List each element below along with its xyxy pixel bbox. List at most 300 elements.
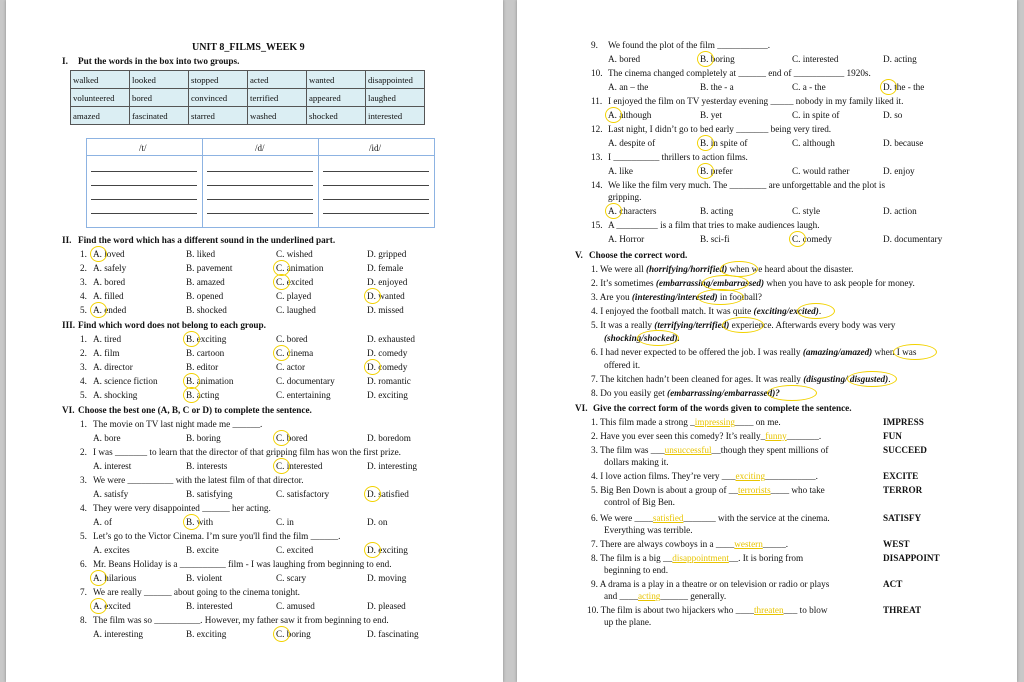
option-a: A. safely [93, 263, 127, 273]
section-2-heading: Find the word which has a different sound in the underlined part. [78, 235, 336, 245]
answer-circle [364, 359, 381, 375]
answer-circle [697, 289, 744, 305]
option-b: B. interests [186, 461, 228, 471]
wordform-7 [591, 539, 788, 550]
option-c: C. although [792, 138, 835, 148]
q-number: 14. [591, 180, 603, 190]
answer-circle [183, 514, 200, 530]
option-d: D. romantic [367, 376, 411, 386]
question-text: They were very disappointed ______ her acting. [93, 503, 271, 513]
root-word: THREAT [883, 605, 922, 615]
answer-circle [273, 430, 290, 446]
option-c: C. satisfactory [276, 489, 330, 499]
q-number: 1. [80, 419, 87, 429]
wordform-2 [591, 431, 821, 442]
text-before: This film made a strong _ [600, 417, 695, 427]
option-d: D. satisfied [367, 489, 409, 499]
option-b: B. boring [700, 54, 735, 64]
option-b: B. cartoon [186, 348, 225, 358]
q-number: 6. [80, 559, 87, 569]
word-cell: amazed [71, 107, 130, 125]
filled-answer: threaten [753, 605, 784, 615]
option-b: B. amazed [186, 277, 225, 287]
option-a: A. excites [93, 545, 130, 555]
sound-groups-table [86, 138, 435, 228]
question-text: Let’s go to the Victor Cinema. I’m sure you'll find the film ______. [93, 531, 341, 541]
sentence-6-cont: offered it. [604, 360, 641, 370]
answer-circle [273, 626, 290, 642]
answer-line [91, 185, 197, 186]
q-number: 2. [591, 278, 598, 288]
option-d: D. on [367, 517, 388, 527]
answer-line [207, 213, 313, 214]
option-d: D. enjoyed [367, 277, 408, 287]
word-cell: disappointed [366, 71, 425, 89]
option-d: D. fascinating [367, 629, 419, 639]
option-d: D. comedy [367, 362, 408, 372]
option-c: C. played [276, 291, 312, 301]
option-b: B. liked [186, 249, 216, 259]
text-after: . [818, 306, 822, 316]
option-a: A. filled [93, 291, 124, 301]
root-word: DISAPPOINT [883, 553, 940, 563]
option-a: A. interest [93, 461, 132, 471]
text-after: ____ on me. [735, 417, 781, 427]
word-choice: (terrifying/terrified) [654, 320, 730, 330]
q-number: 4. [80, 291, 87, 301]
answer-circle [767, 385, 817, 401]
section-1-number: I. [62, 56, 68, 66]
filled-answer: terrorists [738, 485, 771, 495]
q-number: 9. [591, 40, 598, 50]
root-word: FUN [883, 431, 902, 441]
answer-circle [797, 303, 835, 319]
word-cell: fascinated [130, 107, 189, 125]
option-a: A. excited [93, 601, 131, 611]
option-a: A. bored [93, 277, 126, 287]
option-a: A. characters [608, 206, 657, 216]
text-before: A drama is a play in a theatre or on television or radio or plays [599, 579, 830, 589]
text-before: Have you ever seen this comedy? It’s really_ [600, 431, 766, 441]
section-1-heading: Put the words in the box into two groups. [78, 56, 240, 66]
option-d: D. missed [367, 305, 404, 315]
word-cell: laughed [366, 89, 425, 107]
q-number: 11. [591, 96, 603, 106]
option-d: D. female [367, 263, 404, 273]
word-choice: (embarrassing/embarrassed)? [667, 388, 780, 398]
wordform-8-cont: beginning to end. [604, 565, 669, 575]
text-before: There are always cowboys in a ____ [600, 539, 735, 549]
wordform-5 [591, 485, 825, 496]
q-number: 8. [591, 553, 598, 563]
answer-circle [880, 79, 897, 95]
option-c: C. documentary [276, 376, 335, 386]
option-c: C. bored [276, 433, 308, 443]
q-number: 3. [80, 475, 87, 485]
option-b: B. animation [186, 376, 234, 386]
option-d: D. so [883, 110, 903, 120]
sound-header-d: /d/ [255, 143, 265, 153]
section-2-number: II. [62, 235, 72, 245]
answer-line [323, 199, 429, 200]
option-a: A. of [93, 517, 112, 527]
wordform-9 [591, 579, 829, 590]
wordform-3 [591, 445, 828, 456]
word-cell: acted [248, 71, 307, 89]
q-number: 1. [80, 334, 87, 344]
option-d: D. wanted [367, 291, 405, 301]
answer-circle [90, 302, 107, 318]
question-text: I __________ thrillers to action films. [608, 152, 748, 162]
question-text: I was _______ to learn that the director of that gripping film has won the first prize. [93, 447, 401, 457]
filled-answer: acting [637, 591, 661, 601]
q-number: 3. [591, 292, 598, 302]
q-number: 4. [80, 503, 87, 513]
filled-answer: unsuccessful [664, 445, 712, 455]
word-cell: interested [366, 107, 425, 125]
text-after: _______. [786, 431, 822, 441]
text-before: I had never expected to be offered the job. I was really [600, 347, 803, 357]
q-number: 2. [80, 348, 87, 358]
text-after: when you have to ask people for money. [764, 278, 915, 288]
answer-circle [364, 288, 381, 304]
text-before: We were all [600, 264, 646, 274]
option-c: C. amused [276, 601, 315, 611]
root-word: SUCCEED [883, 445, 927, 455]
text-before: The film was ___ [600, 445, 665, 455]
option-c: C. a - the [792, 82, 826, 92]
section-5-number: V. [575, 250, 583, 260]
q-number: 7. [591, 539, 598, 549]
question-text: The cinema changed completely at ______ end of ___________ 1920s. [608, 68, 871, 78]
wordform-5-cont: control of Big Ben. [604, 497, 675, 507]
option-b: B. satisfying [186, 489, 233, 499]
text-after: ______ generally. [660, 591, 727, 601]
answer-circle [90, 246, 107, 262]
option-d: D. acting [883, 54, 917, 64]
q-number: 13. [591, 152, 603, 162]
option-a: A. bore [93, 433, 121, 443]
section-5-heading: Choose the correct word. [589, 250, 688, 260]
option-c: C. scary [276, 573, 307, 583]
filled-answer: funny [765, 431, 787, 441]
option-c: C. animation [276, 263, 324, 273]
wordform-4 [591, 471, 818, 482]
answer-circle [364, 486, 381, 502]
q-number: 5. [591, 320, 598, 330]
option-a: A. an – the [608, 82, 649, 92]
sound-header-t: /t/ [139, 143, 147, 153]
option-b: B. with [186, 517, 214, 527]
q-number: 15. [591, 220, 603, 230]
word-cell: stopped [189, 71, 248, 89]
option-d: D. moving [367, 573, 407, 583]
answer-circle [90, 570, 107, 586]
wordform-8 [591, 553, 803, 564]
word-cell: shocked [307, 107, 366, 125]
option-b: B. opened [186, 291, 224, 301]
q-number: 4. [80, 376, 87, 386]
q-number: 4. [591, 306, 598, 316]
root-word: TERROR [883, 485, 923, 495]
section-3-number: III. [62, 320, 76, 330]
q-number: 1. [80, 249, 87, 259]
section-4-heading: Choose the best one (A, B, C or D) to complete the sentence. [78, 405, 312, 415]
page-right [517, 0, 1017, 682]
option-d: D. the - the [883, 82, 925, 92]
question-text: We were __________ with the latest film of that director. [93, 475, 304, 485]
option-a: A. shocking [93, 390, 138, 400]
option-a: A. film [93, 348, 120, 358]
sentence-7 [591, 374, 891, 385]
answer-circle [697, 163, 714, 179]
text-after: ___________. [765, 471, 818, 481]
word-row [71, 107, 425, 125]
option-a: A. tired [93, 334, 122, 344]
option-b: B. pavement [186, 263, 233, 273]
option-d: D. because [883, 138, 924, 148]
option-c: C. bored [276, 334, 308, 344]
q-number: 12. [591, 124, 603, 134]
option-b: B. in spite of [700, 138, 748, 148]
filled-answer: western [734, 539, 763, 549]
root-word: SATISFY [883, 513, 922, 523]
option-b: B. yet [700, 110, 722, 120]
q-number: 3. [591, 445, 598, 455]
option-d: D. pleased [367, 601, 406, 611]
option-a: A. science fiction [93, 376, 158, 386]
q-number: 7. [591, 374, 598, 384]
q-number: 3. [80, 362, 87, 372]
word-cell: starred [189, 107, 248, 125]
q-number: 8. [591, 388, 598, 398]
root-word: WEST [883, 539, 910, 549]
option-a: A. director [93, 362, 133, 372]
wordform-9-cont [604, 591, 726, 602]
answer-circle [893, 344, 937, 360]
root-word: EXCITE [883, 471, 919, 481]
text-after: experience. Afterwards every body was very [729, 320, 896, 330]
option-c: C. would rather [792, 166, 850, 176]
filled-answer: impressing [694, 417, 736, 427]
q-number: 5. [591, 485, 598, 495]
word-cell: volunteered [71, 89, 130, 107]
option-a: A. although [608, 110, 652, 120]
section-6-number: VI. [575, 403, 588, 413]
answer-circle [637, 330, 679, 346]
word-choice: (exciting/excited) [753, 306, 819, 316]
text-before: It was a really [600, 320, 655, 330]
option-a: A. hilarious [93, 573, 137, 583]
option-c: C. laughed [276, 305, 316, 315]
answer-line [91, 171, 197, 172]
option-b: B. violent [186, 573, 223, 583]
answer-circle [697, 135, 714, 151]
question-text: We are really ______ about going to the cinema tonight. [93, 587, 300, 597]
text-before: The kitchen hadn’t been cleaned for ages. It was really [600, 374, 804, 384]
word-cell: looked [130, 71, 189, 89]
option-c: C. in spite of [792, 110, 840, 120]
word-choice: (embarrassing/embarrassed) [655, 278, 765, 288]
q-number: 2. [80, 263, 87, 273]
question-text: We like the film very much. The ________ are unforgettable and the plot is [608, 180, 886, 190]
q-number: 8. [80, 615, 87, 625]
option-c: C. entertaining [276, 390, 331, 400]
option-c: C. style [792, 206, 821, 216]
wordform-1 [591, 417, 781, 428]
text-before: Do you easily get [600, 388, 668, 398]
option-c: C. wished [276, 249, 313, 259]
word-cell: appeared [307, 89, 366, 107]
word-choice: (interesting/interested) [631, 292, 718, 302]
word-cell: washed [248, 107, 307, 125]
q-number: 10. [587, 605, 599, 615]
option-d: D. interesting [367, 461, 418, 471]
option-d: D. exciting [367, 545, 408, 555]
root-word: IMPRESS [883, 417, 924, 427]
option-c: C. interested [792, 54, 839, 64]
option-a: A. interesting [93, 629, 144, 639]
answer-line [323, 213, 429, 214]
word-cell: convinced [189, 89, 248, 107]
q-number: 5. [80, 531, 87, 541]
answer-circle [605, 107, 622, 123]
text-after: _____. [762, 539, 789, 549]
answer-line [207, 171, 313, 172]
option-d: D. exciting [367, 390, 408, 400]
option-b: B. acting [700, 206, 734, 216]
word-cell: walked [71, 71, 130, 89]
q-number: 6. [591, 513, 598, 523]
word-row [71, 89, 425, 107]
answer-circle [605, 203, 622, 219]
q-number: 5. [80, 305, 87, 315]
word-choice: (disgusting/ disgusted) [803, 374, 889, 384]
answer-circle [183, 331, 200, 347]
question-text: A _________ is a film that tries to make audiences laugh. [608, 220, 820, 230]
text-after: in football? [717, 292, 762, 302]
q-number: 10. [591, 68, 603, 78]
text-before: I enjoyed the football match. It was quite [600, 306, 754, 316]
answer-line [91, 213, 197, 214]
word-cell: wanted [307, 71, 366, 89]
option-c: C. comedy [792, 234, 832, 244]
option-c: C. cinema [276, 348, 314, 358]
filled-answer: exciting [735, 471, 766, 481]
option-d: D. comedy [367, 348, 408, 358]
option-c: C. interested [276, 461, 323, 471]
answer-line [207, 199, 313, 200]
option-b: B. shocked [186, 305, 227, 315]
text-before: It’s sometimes [600, 278, 656, 288]
sound-header-id: /id/ [369, 143, 382, 153]
question-text: The movie on TV last night made me ______. [93, 419, 263, 429]
option-a: A. satisfy [93, 489, 129, 499]
text-before: and ____ [604, 591, 638, 601]
text-after: ___ to blow [783, 605, 828, 615]
option-b: B. exciting [186, 334, 227, 344]
wordform-6-cont: Everything was terrible. [604, 525, 693, 535]
section-4-number: VI. [62, 405, 75, 415]
q-number: 4. [591, 471, 598, 481]
sentence-4 [591, 306, 821, 317]
option-c: C. excited [276, 545, 314, 555]
answer-circle [273, 274, 290, 290]
section-3-heading: Find which word does not belong to each group. [78, 320, 266, 330]
worksheet-title: UNIT 8_FILMS_WEEK 9 [192, 42, 305, 53]
text-after: __. It is boring from [728, 553, 804, 563]
q-number: 3. [80, 277, 87, 287]
q-number: 6. [591, 347, 598, 357]
option-b: B. prefer [700, 166, 733, 176]
option-a: A. like [608, 166, 634, 176]
sentence-5-cont: (shocking/shocked). [604, 333, 680, 343]
text-after: when we heard about the disaster. [727, 264, 854, 274]
option-b: B. interested [186, 601, 233, 611]
q-number: 1. [591, 417, 598, 427]
option-b: B. sci-fi [700, 234, 730, 244]
text-after: ____ who take [770, 485, 825, 495]
q-number: 7. [80, 587, 87, 597]
option-d: D. documentary [883, 234, 943, 244]
wordform-10 [587, 605, 827, 616]
option-d: D. gripped [367, 249, 407, 259]
text-before: Are you [599, 292, 632, 302]
answer-circle [273, 345, 290, 361]
q-number: 9. [591, 579, 598, 589]
filled-answer: satisfied [652, 513, 684, 523]
option-d: D. enjoy [883, 166, 915, 176]
option-b: B. boring [186, 433, 221, 443]
text-after: . [888, 374, 891, 384]
option-c: C. excited [276, 277, 314, 287]
answer-circle [90, 598, 107, 614]
sentence-2 [591, 278, 915, 289]
q-number: 5. [80, 390, 87, 400]
answer-circle [273, 458, 290, 474]
word-cell: bored [130, 89, 189, 107]
text-before: We were ____ [600, 513, 653, 523]
section-6-heading: Give the correct form of the words given to complete the sentence. [593, 403, 852, 413]
question-text: The film was so __________. However, my father saw it from beginning to end. [93, 615, 389, 625]
question-text: I enjoyed the film on TV yesterday evening _____ nobody in my family liked it. [608, 96, 904, 106]
answer-circle [697, 51, 714, 67]
option-b: B. acting [186, 390, 220, 400]
question-text: We found the plot of the film ___________. [608, 40, 771, 50]
answer-line [207, 185, 313, 186]
wordform-6 [591, 513, 830, 524]
text-before: Big Ben Down is about a group of __ [600, 485, 738, 495]
word-choice: (amazing/amazed) [802, 347, 873, 357]
text-before: The film is about two hijackers who ____ [600, 605, 754, 615]
q-number: 1. [591, 264, 598, 274]
answer-line [91, 199, 197, 200]
text-after: __though they spent millions of [711, 445, 829, 455]
answer-circle [789, 231, 806, 247]
answer-line [323, 185, 429, 186]
question-text: Mr. Beans Holiday is a __________ film - I was laughing from beginning to end. [93, 559, 392, 569]
sentence-6 [591, 347, 916, 358]
wordform-10-cont: up the plane. [604, 617, 652, 627]
option-b: B. the - a [700, 82, 734, 92]
option-a: A. loved [93, 249, 125, 259]
text-before: The film is a big __ [600, 553, 673, 563]
text-after: _______ with the service at the cinema. [683, 513, 830, 523]
answer-circle [183, 387, 200, 403]
word-choice: (horrifying/horrified) [645, 264, 728, 274]
answer-circle [364, 542, 381, 558]
q-number: 2. [80, 447, 87, 457]
